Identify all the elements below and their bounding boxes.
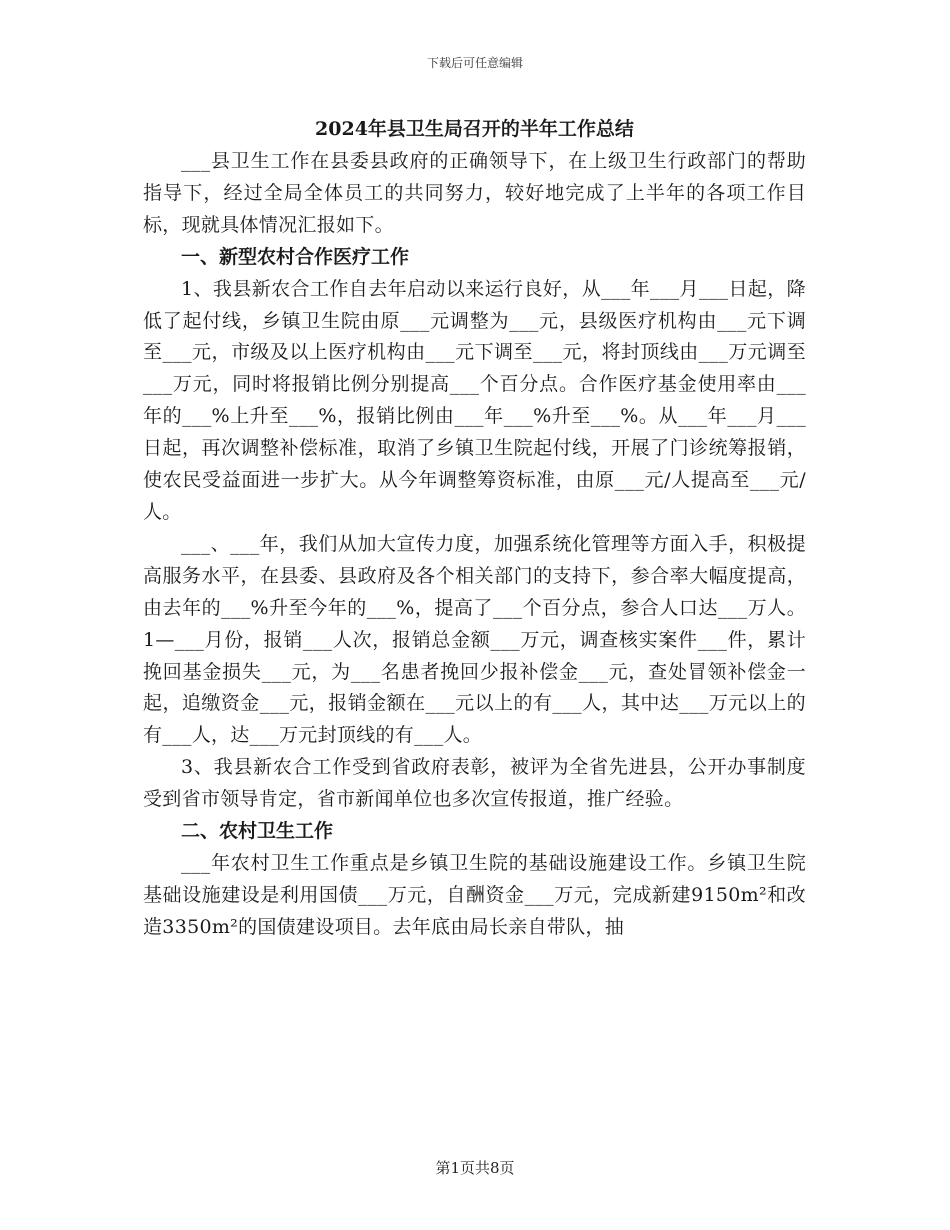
paragraph-2: ___、___年，我们从加大宣传力度，加强系统化管理等方面入手，积极提高服务水平，在县委、县政府及各个相关部门的支持下，参合率大幅度提高，由去年的___%升至今年的___%，提高了___个百分点，参合人口达___万人。1—___月份，报销___人次，报销总金额___万元，调查核实案件___件，累计挽回基金损失___元，为___名患者挽回少报补偿金___元，查处冒领补偿金一起，追缴资金___元，报销金额在___元以上的有___人，其中达___万元以上的有___人，达___万元封顶线的有___人。	[143, 532, 806, 747]
paragraph-3: 3、我县新农合工作受到省政府表彰，被评为全省先进县，公开办事制度受到省市领导肯定，省市新闻单位也多次宣传报道，推广经验。	[143, 756, 806, 811]
paragraph-1: 1、我县新农合工作自去年启动以来运行良好，从___年___月___日起，降低了起付线，乡镇卫生院由原___元调整为___元，县级医疗机构由___元下调至___元，市级及以上医疗机构由___元下调至___元，将封顶线由___万元调至___万元，同时将报销比例分别提高___个百分点。合作医疗基金使用率由___年的___%上升至___%，报销比例由___年___%升至___%。从___年___月___日起，再次调整补偿标准，取消了乡镇卫生院起付线，开展了门诊统筹报销，使农民受益面进一步扩大。从今年调整筹资标准，由原___元/人提高至___元/人。	[143, 277, 806, 523]
section-heading-1: 一、新型农村合作医疗工作	[181, 245, 410, 268]
page-footer: 第1页共8页	[435, 1159, 515, 1177]
page-header: 下载后可任意编辑	[426, 56, 523, 70]
document-body	[143, 112, 806, 944]
document-title: 2024年县卫生局召开的半年工作总结	[315, 118, 634, 140]
section-heading-2: 二、农村卫生工作	[181, 820, 334, 843]
paragraph-4: ___年农村卫生工作重点是乡镇卫生院的基础设施建设工作。乡镇卫生院基础设施建设是利用国债___万元，自酬资金___万元，完成新建9150m²和改造3350m²的国债建设项目。去年底由局长亲自带队，抽	[143, 851, 806, 938]
intro-paragraph: ___县卫生工作在县委县政府的正确领导下，在上级卫生行政部门的帮助指导下，经过全局全体员工的共同努力，较好地完成了上半年的各项工作目标，现就具体情况汇报如下。	[143, 150, 806, 236]
